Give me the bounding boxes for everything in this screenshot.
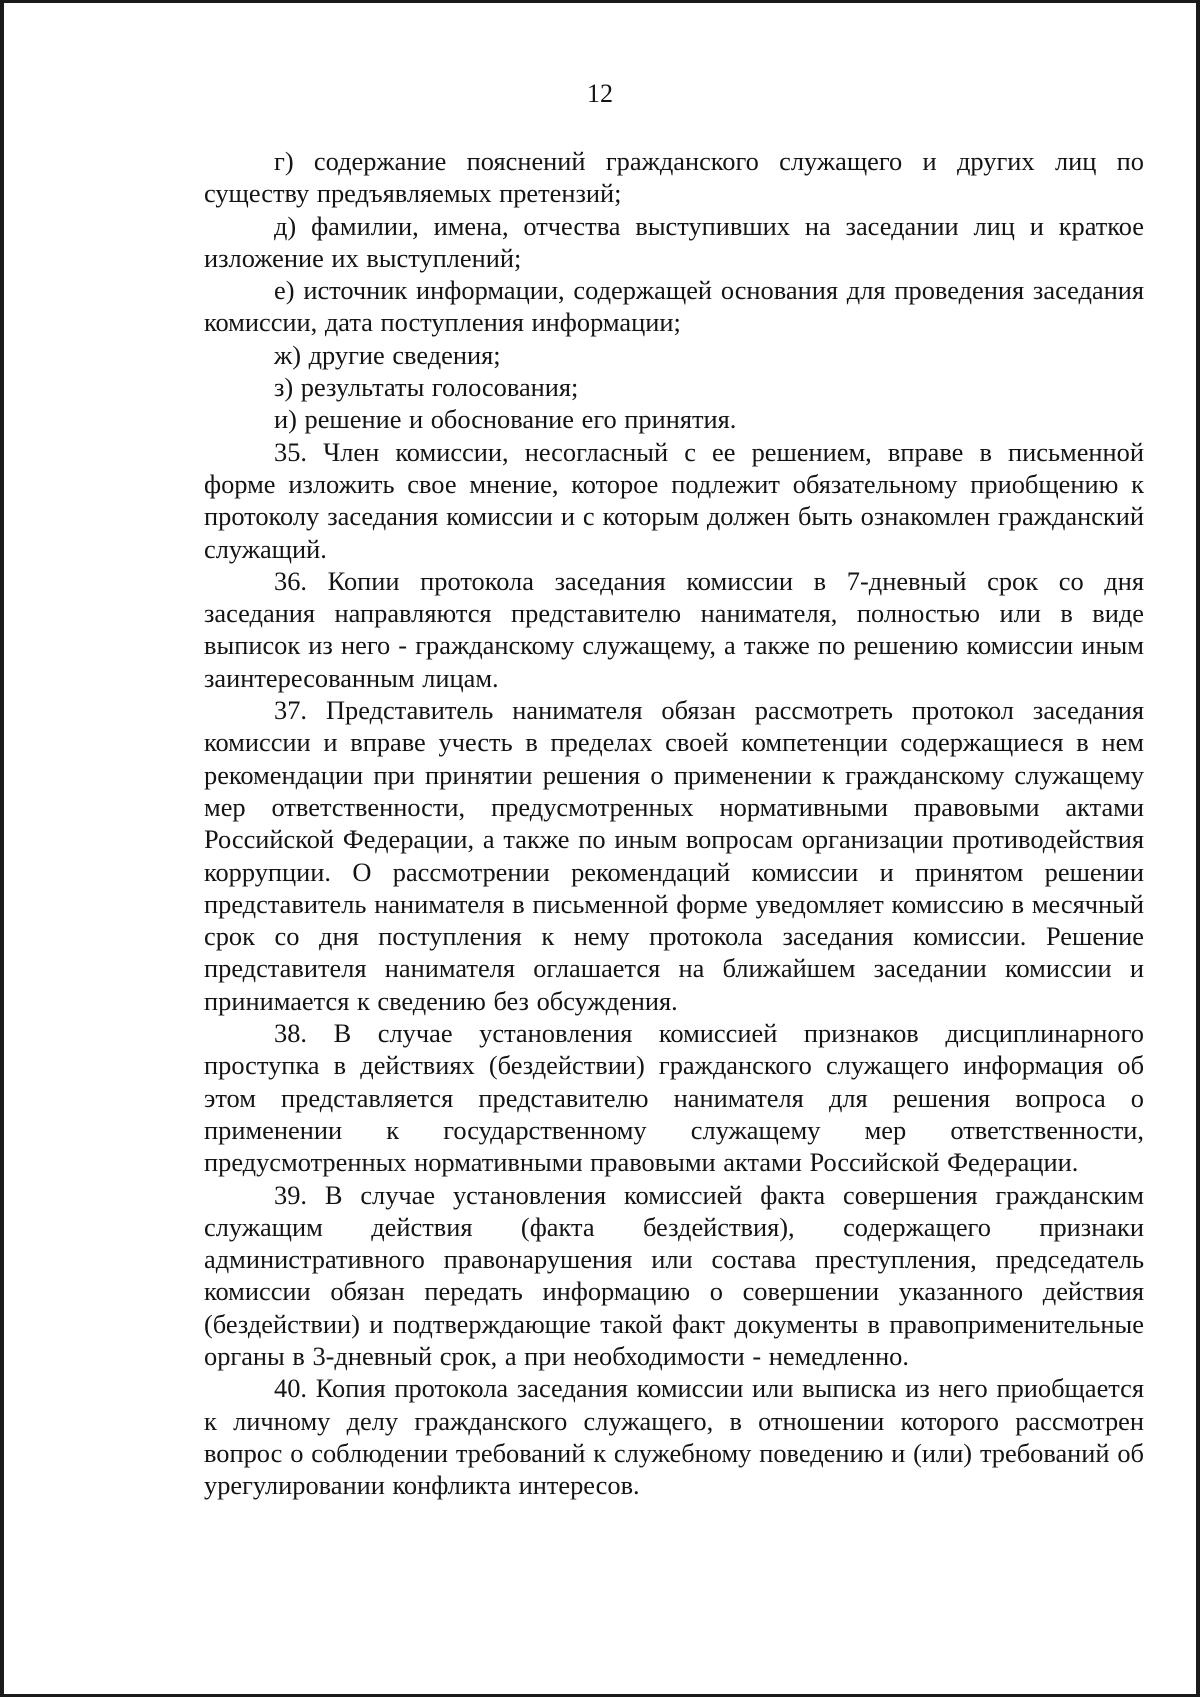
paragraph-item-i: и) решение и обоснование его принятия.: [274, 404, 737, 435]
paragraph-item-d: д) фамилии, имена, отчества выступивших на заседании лиц и краткое изложение их выступлений;: [204, 210, 1144, 273]
paragraph-39: 39. В случае установления комиссией факта совершения гражданским служащим действия (факта бездействия), содержащего признаки административного правонарушения или состава преступления, председатель комиссии обязан передать информацию о совершении указанного действия (бездействии) и подтверждающие такой факт документы в правоприменительные органы в 3-дневный срок, а при необходимости - немедленно.: [204, 1179, 1144, 1371]
paragraph-35: 35. Член комиссии, несогласный с ее решением, вправе в письменной форме изложить свое мнение, которое подлежит обязательному приобщению к протоколу заседания комиссии и с которым должен быть ознакомлен гражданский служащий.: [204, 436, 1144, 564]
paragraph-item-g: г) содержание пояснений гражданского служащего и других лиц по существу предъявляемых претензий;: [204, 146, 1144, 209]
paragraph-item-z: з) результаты голосования;: [274, 372, 579, 403]
paragraph-38: 38. В случае установления комиссией признаков дисциплинарного проступка в действиях (бездействии) гражданского служащего информация об этом представляется представителю нанимателя для решения вопроса о применении к государственному служащему мер ответственности, предусмотренных нормативными правовыми актами Российской Федерации.: [204, 1018, 1144, 1178]
document-body: [204, 145, 1144, 1501]
paragraph-item-e: е) источник информации, содержащей основания для проведения заседания комиссии, дата поступления информации;: [204, 275, 1144, 338]
page-number: 12: [587, 79, 613, 108]
paragraph-36: 36. Копии протокола заседания комиссии в 7-дневный срок со дня заседания направляются представителю нанимателя, полностью или в виде выписок из него - гражданскому служащему, а также по решению комиссии иным заинтересованным лицам.: [204, 565, 1144, 693]
paragraph-item-zh: ж) другие сведения;: [274, 339, 501, 370]
paragraph-40: 40. Копия протокола заседания комиссии или выписка из него приобщается к личному делу гражданского служащего, в отношении которого рассмотрен вопрос о соблюдении требований к служебному поведению и (или) требований об урегулировании конфликта интересов.: [204, 1373, 1144, 1501]
paragraph-37: 37. Представитель нанимателя обязан рассмотреть протокол заседания комиссии и вправе учесть в пределах своей компетенции содержащиеся в нем рекомендации при принятии решения о применении к гражданскому служащему мер ответственности, предусмотренных нормативными правовыми актами Российской Федерации, а также по иным вопросам организации противодействия коррупции. О рассмотрении рекомендаций комиссии и принятом решении представитель нанимателя в письменной форме уведомляет комиссию в месячный срок со дня поступления к нему протокола заседания комиссии. Решение представителя нанимателя оглашается на ближайшем заседании комиссии и принимается к сведению без обсуждения.: [204, 695, 1144, 1016]
